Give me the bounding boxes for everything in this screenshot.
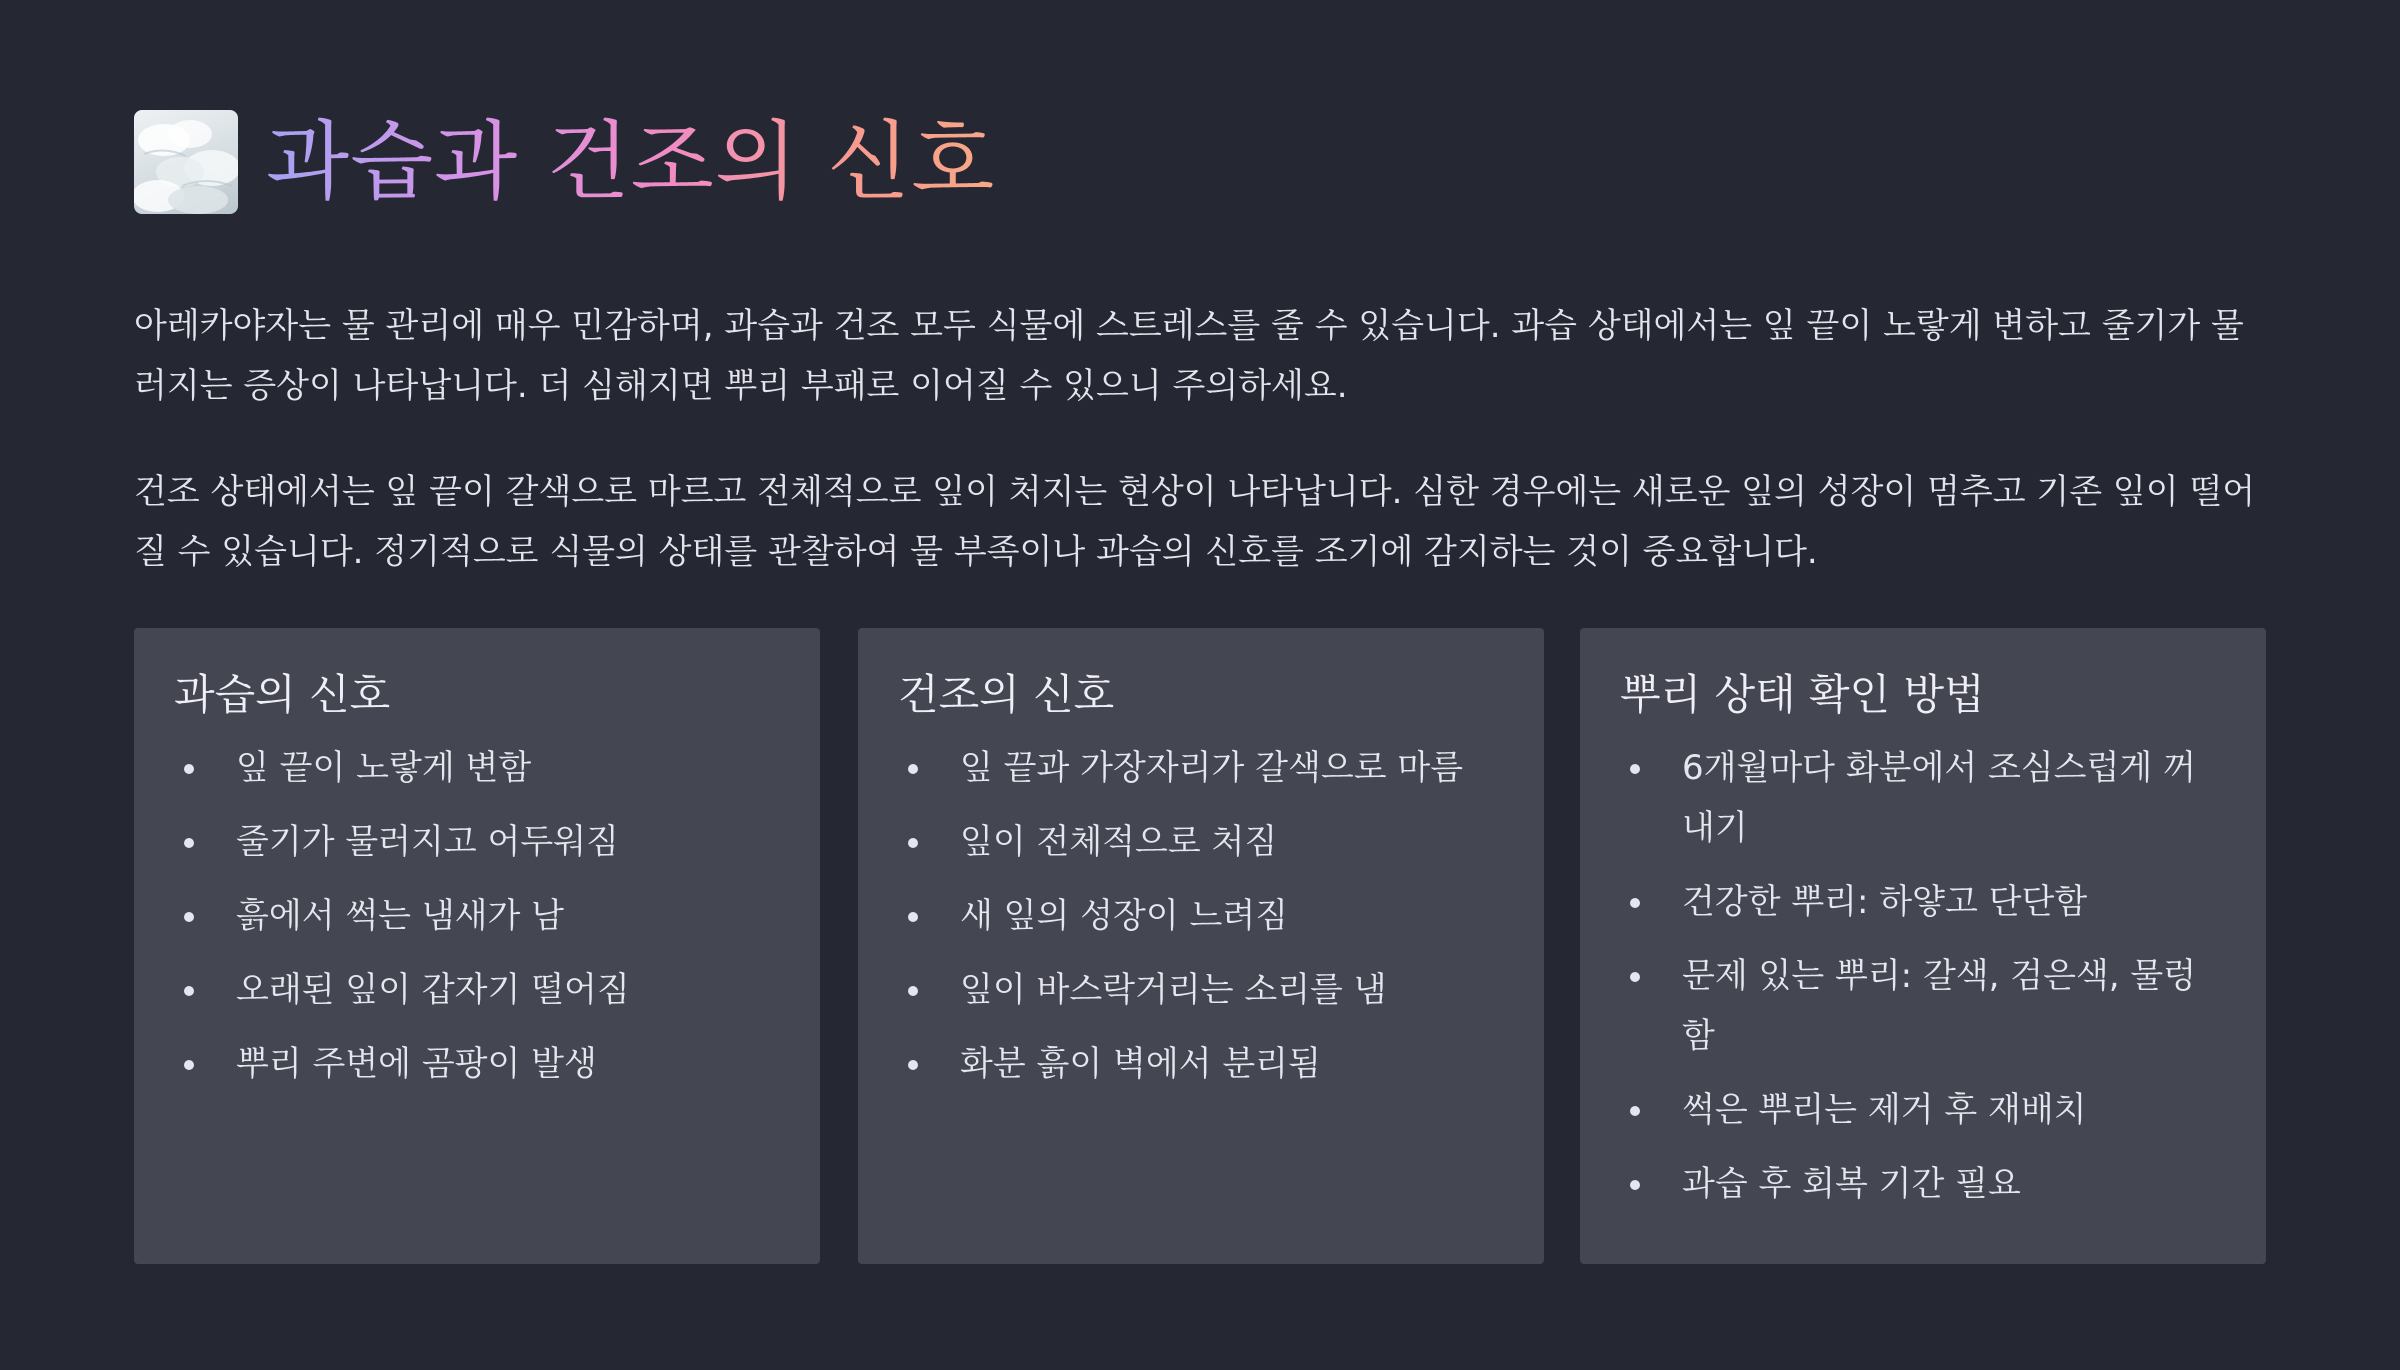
list-item xyxy=(898,738,1506,798)
title-row xyxy=(134,104,995,220)
intro-paragraph-1: 아레카야자는 물 관리에 매우 민감하며, 과습과 건조 모두 식물에 스트레스를 줄 수 있습니다. 과습 상태에서는 잎 끝이 노랗게 변하고 줄기가 물러지는 증상이 나타납니다. 더 심해지면 뿌리 부패로 이어질 수 있으니 주의하세요. xyxy=(134,306,2244,406)
bullet-icon xyxy=(184,912,194,922)
list-item-text: 줄기가 물러지고 어두워짐 xyxy=(236,822,619,862)
cloud-icon xyxy=(134,110,238,214)
list-item xyxy=(174,886,782,946)
list-item-text: 오래된 잎이 갑자기 떨어짐 xyxy=(236,970,630,1010)
card-overwatering-signs xyxy=(134,628,820,1264)
bullet-icon xyxy=(1630,1106,1640,1116)
card-root-check-method xyxy=(1580,628,2266,1264)
card-list xyxy=(174,738,782,1094)
bullet-icon xyxy=(908,764,918,774)
intro-paragraph-2: 건조 상태에서는 잎 끝이 갈색으로 마르고 전체적으로 잎이 처지는 현상이 나타납니다. 심한 경우에는 새로운 잎의 성장이 멈추고 기존 잎이 떨어질 수 있습니다. 정기적으로 식물의 상태를 관찰하여 물 부족이나 과습의 신호를 조기에 감지하는 것이 중요합니다. xyxy=(134,472,2256,572)
list-item xyxy=(174,812,782,872)
list-item-text: 과습 후 회복 기간 필요 xyxy=(1682,1164,2021,1204)
slide-title: 과습과 건조의 신호 xyxy=(266,104,995,220)
list-item-text: 잎 끝과 가장자리가 갈색으로 마름 xyxy=(960,748,1464,788)
bullet-icon xyxy=(1630,1180,1640,1190)
list-item xyxy=(1620,738,2228,858)
list-item-text: 뿌리 주변에 곰팡이 발생 xyxy=(236,1044,597,1084)
list-item-text: 잎 끝이 노랗게 변함 xyxy=(236,748,532,788)
card-list xyxy=(1620,738,2228,1214)
list-item xyxy=(1620,1080,2228,1140)
list-item-text: 문제 있는 뿌리: 갈색, 검은색, 물렁함 xyxy=(1682,956,2197,1056)
list-item-text: 새 잎의 성장이 느려짐 xyxy=(960,896,1289,936)
list-item xyxy=(898,812,1506,872)
list-item xyxy=(1620,1154,2228,1214)
list-item-text: 건강한 뿌리: 하얗고 단단함 xyxy=(1682,882,2088,922)
list-item-text: 썩은 뿌리는 제거 후 재배치 xyxy=(1682,1090,2087,1130)
bullet-icon xyxy=(1630,898,1640,908)
list-item xyxy=(174,1034,782,1094)
card-list xyxy=(898,738,1506,1094)
list-item-text: 6개월마다 화분에서 조심스럽게 꺼내기 xyxy=(1682,748,2196,848)
list-item-text: 흙에서 썩는 냄새가 남 xyxy=(236,896,565,936)
list-item-text: 화분 흙이 벽에서 분리됨 xyxy=(960,1044,1321,1084)
card-title: 과습의 신호 xyxy=(174,670,391,719)
list-item xyxy=(1620,872,2228,932)
list-item xyxy=(174,960,782,1020)
list-item xyxy=(1620,946,2228,1066)
list-item-text: 잎이 바스락거리는 소리를 냄 xyxy=(960,970,1387,1010)
card-underwatering-signs xyxy=(858,628,1544,1264)
bullet-icon xyxy=(908,912,918,922)
bullet-icon xyxy=(908,986,918,996)
list-item xyxy=(174,738,782,798)
bullet-icon xyxy=(184,986,194,996)
list-item xyxy=(898,1034,1506,1094)
bullet-icon xyxy=(908,1060,918,1070)
bullet-icon xyxy=(1630,972,1640,982)
bullet-icon xyxy=(184,1060,194,1070)
bullet-icon xyxy=(184,764,194,774)
bullet-icon xyxy=(1630,764,1640,774)
bullet-icon xyxy=(184,838,194,848)
card-title: 건조의 신호 xyxy=(898,670,1115,719)
list-item-text: 잎이 전체적으로 처짐 xyxy=(960,822,1278,862)
list-item xyxy=(898,886,1506,946)
slide xyxy=(134,0,2266,1370)
list-item xyxy=(898,960,1506,1020)
cards-row xyxy=(134,628,2266,1264)
card-title: 뿌리 상태 확인 방법 xyxy=(1620,670,1985,719)
bullet-icon xyxy=(908,838,918,848)
